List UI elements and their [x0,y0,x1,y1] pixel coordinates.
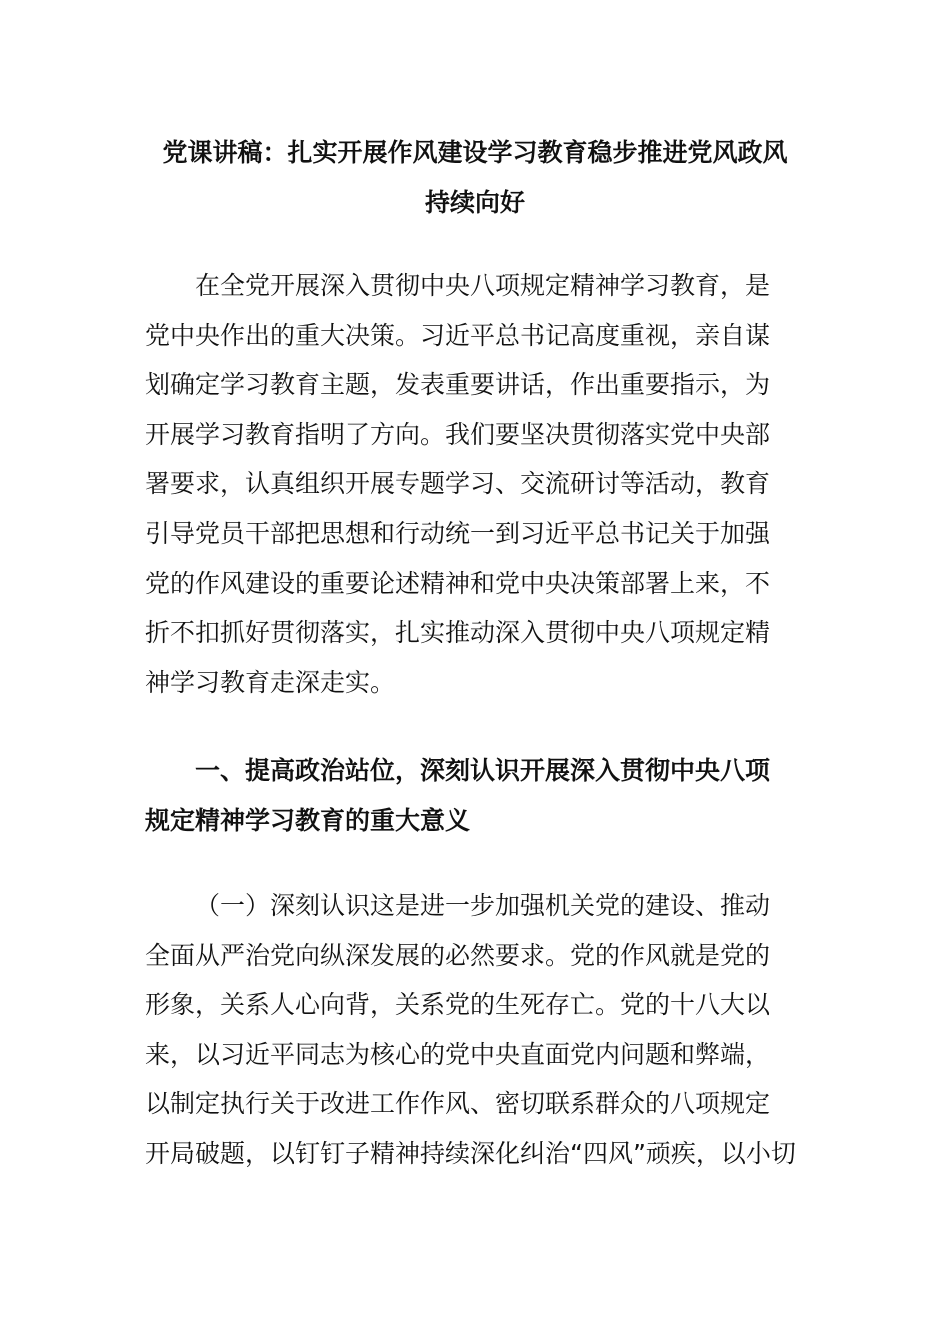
paragraph-line: 折不扣抓好贯彻落实，扎实推动深入贯彻中央八项规定精 [145,618,771,648]
document-title [140,128,810,228]
paragraph-line: 党的作风建设的重要论述精神和党中央决策部署上来，不 [145,568,771,598]
section-heading-1 [145,746,805,845]
paragraph-line: 形象，关系人心向背，关系党的生死存亡。党的十八大以 [145,990,771,1020]
paragraph-line: 来，以习近平同志为核心的党中央直面党内问题和弊端， [145,1039,771,1069]
title-line-1: 党课讲稿：扎实开展作风建设学习教育稳步推进党风政风 [162,138,788,167]
paragraph-line: 开展学习教育指明了方向。我们要坚决贯彻落实党中央部 [145,419,771,449]
paragraph-line: 署要求，认真组织开展专题学习、交流研讨等活动，教育 [145,469,771,499]
paragraph-line: 在全党开展深入贯彻中央八项规定精神学习教育，是 [195,271,771,300]
heading-line: 一、提高政治站位，深刻认识开展深入贯彻中央八项 [195,756,771,785]
heading-line: 规定精神学习教育的重大意义 [145,805,471,835]
paragraph-line: （一）深刻认识这是进一步加强机关党的建设、推动 [195,891,771,920]
paragraph-line: 以制定执行关于改进工作作风、密切联系群众的八项规定 [145,1089,771,1119]
paragraph-line: 开局破题，以钉钉子精神持续深化纠治“四风”顽疾，以小切 [145,1138,796,1168]
paragraph-line: 神学习教育走深走实。 [145,667,396,697]
title-line-2: 持续向好 [424,188,525,217]
paragraph-line: 党中央作出的重大决策。习近平总书记高度重视，亲自谋 [145,320,771,350]
paragraph-line: 引导党员干部把思想和行动统一到习近平总书记关于加强 [145,518,771,548]
paragraph-line: 划确定学习教育主题，发表重要讲话，作出重要指示，为 [145,370,771,400]
paragraph-section-1-1 [145,881,805,1179]
paragraph-line: 全面从严治党向纵深发展的必然要求。党的作风就是党的 [145,940,771,970]
paragraph-intro [145,261,805,707]
